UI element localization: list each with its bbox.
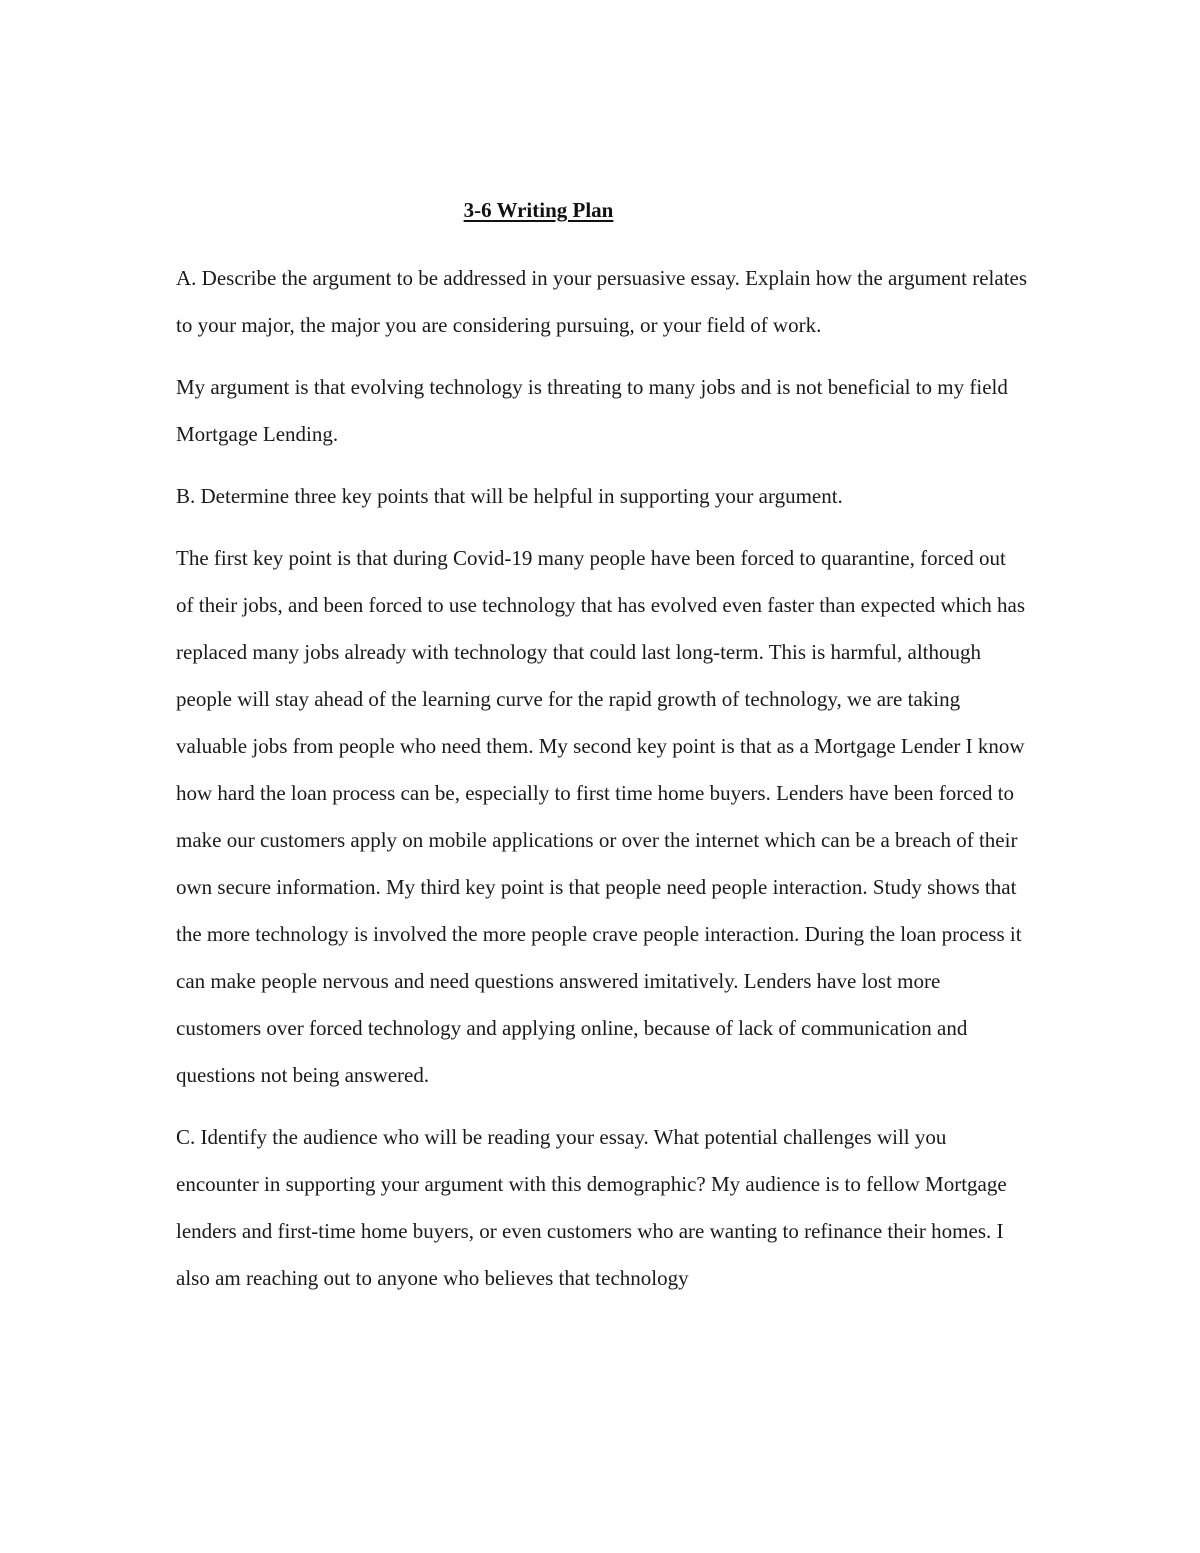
paragraph-section-c: C. Identify the audience who will be reading your essay. What potential challenges will you encounter in supporting your argument with this demographic? My audience is to fellow Mortgage lenders and first-time home buyers, or even customers who are wanting to refinance their homes. I also am reaching out to anyone who believes that technology	[176, 1125, 1007, 1290]
paragraph-argument: My argument is that evolving technology is threating to many jobs and is not beneficial to my field Mortgage Lending.	[176, 375, 1008, 446]
document-title: 3-6 Writing Plan	[463, 198, 614, 222]
paragraph-section-b-prompt: B. Determine three key points that will be helpful in supporting your argument.	[176, 484, 843, 508]
document-body	[176, 255, 1028, 1317]
paragraph-section-a-prompt: A. Describe the argument to be addressed in your persuasive essay. Explain how the argument relates to your major, the major you are considering pursuing, or your field of work.	[176, 266, 1028, 337]
paragraph-key-points: The first key point is that during Covid-19 many people have been forced to quarantine, forced out of their jobs, and been forced to use technology that has evolved even faster than expected which has replaced many jobs already with technology that could last long-term. This is harmful, although people will stay ahead of the learning curve for the rapid growth of technology, we are taking valuable jobs from people who need them. My second key point is that as a Mortgage Lender I know how hard the loan process can be, especially to first time home buyers. Lenders have been forced to make our customers apply on mobile applications or over the internet which can be a breach of their own secure information. My third key point is that people need people interaction. Study shows that the more technology is involved the more people crave people interaction. During the loan process it can make people nervous and need questions answered imitatively. Lenders have lost more customers over forced technology and applying online, because of lack of communication and questions not being answered.	[176, 546, 1026, 1087]
